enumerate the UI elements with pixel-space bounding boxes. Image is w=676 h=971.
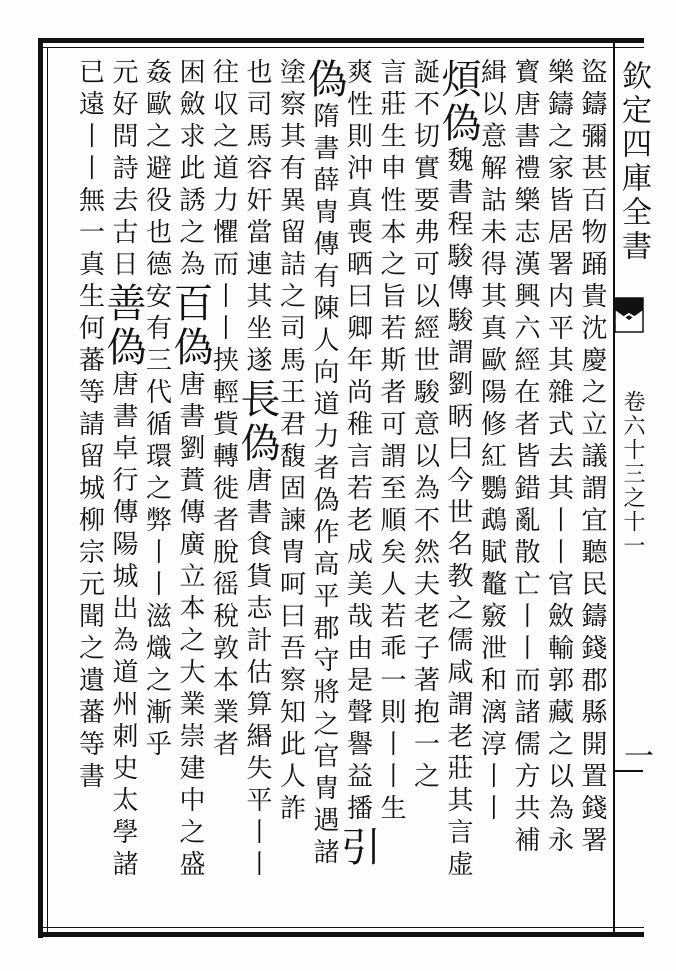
text-column bbox=[301, 58, 347, 870]
column-text: 言莊生申性本之旨若斯者可謂至順矣人若乖一則丨丨生 bbox=[376, 58, 406, 826]
column-text: 魏書程駿傳駿謂劉昞曰今世名教之儒咸謂老莊其言虚 bbox=[443, 146, 473, 882]
text-column bbox=[72, 58, 108, 794]
column-text: 也司馬容奸當連其坐遂 bbox=[242, 58, 272, 378]
column-text: 姦歐之避役也 bbox=[141, 58, 172, 250]
column-text: 塗察其有異留詰之司馬王君馥固諫冑呵曰吾察知此人詐 bbox=[275, 58, 306, 826]
margin-page-number: 一 bbox=[618, 740, 653, 770]
fish-tail-mark-icon bbox=[614, 296, 644, 334]
entry-heading: 引 bbox=[334, 826, 381, 870]
text-column bbox=[234, 58, 280, 882]
frame-bottom-rule bbox=[40, 932, 644, 937]
text-column bbox=[206, 58, 242, 762]
column-text: 寳唐書禮樂志漢興六經在者皆錯亂散亡丨丨而諸儒方共補 bbox=[510, 58, 540, 858]
frame-left-rule bbox=[38, 38, 43, 938]
entry-heading: 偽 bbox=[301, 58, 347, 102]
text-column bbox=[474, 58, 510, 826]
frame-top-rule bbox=[40, 38, 644, 43]
column-text: 困斂求此誘之為 bbox=[175, 58, 205, 282]
column-text: 緝以意解詁未得其真歐陽修紅鸚鵡賦鼇竅泄和漓淳丨丨 bbox=[476, 58, 507, 826]
text-column bbox=[574, 58, 610, 858]
margin-book-title: 欽定四庫全書 bbox=[616, 60, 651, 264]
column-text: 元好問詩去古日 bbox=[108, 58, 138, 282]
column-text: 唐書食貨志計估算緡失平丨丨 bbox=[242, 466, 272, 882]
frame-left-inner-rule bbox=[47, 47, 48, 932]
column-text: 已遠丨丨無一真 bbox=[74, 58, 105, 282]
column-text: 隋書薛冑傳有陳人向道力者偽作高平郡守將之官冑遇諸 bbox=[309, 102, 339, 870]
column-text: 盜鑄彌甚百物踊貴沈慶之立議謂宜聽民鑄錢郡縣開置錢署 bbox=[577, 58, 607, 858]
column-text: 德安有三代循環之弊丨丨滋熾之漸乎 bbox=[141, 250, 172, 762]
text-column bbox=[139, 58, 175, 762]
entry-heading: 百偽 bbox=[167, 282, 213, 370]
frame-top-inner-rule bbox=[40, 47, 644, 48]
entry-heading: 長偽 bbox=[234, 378, 280, 466]
text-column bbox=[507, 58, 543, 858]
text-column bbox=[167, 58, 213, 882]
text-column bbox=[100, 58, 146, 882]
margin-juan-number: 卷六十三之十一 bbox=[620, 390, 645, 558]
text-column bbox=[334, 58, 381, 870]
column-text: 唐書劉蕡傳廣立本之大業崇建中之盛 bbox=[175, 370, 205, 882]
text-column bbox=[541, 58, 577, 858]
margin-tick-rule bbox=[615, 770, 643, 772]
margin-divider-rule bbox=[613, 40, 615, 935]
text-column bbox=[435, 58, 481, 882]
entry-heading: 善偽 bbox=[100, 282, 146, 370]
column-text: 挟輕貲轉徙者脫徭稅敦本業者 bbox=[208, 346, 239, 762]
text-column bbox=[407, 58, 443, 794]
column-text: 唐書卓行傳陽城出為道州刺史太學諸 bbox=[108, 370, 138, 882]
column-text: 生何蕃等請留城柳宗元聞之遺蕃等書 bbox=[74, 282, 105, 794]
column-text: 爽性則沖真喪晒曰卿年尚稚言若老成美哉由是聲譽益播 bbox=[342, 58, 373, 826]
text-column bbox=[373, 58, 409, 826]
entry-heading: 煩偽 bbox=[435, 58, 481, 146]
frame-bottom-inner-rule bbox=[40, 927, 644, 928]
column-text: 往収之道力懼而丨丨 bbox=[208, 58, 239, 346]
column-text: 樂鑄之家皆居署内平其雜式去其丨丨官斂輸郭藏之以為永 bbox=[543, 58, 574, 858]
column-text: 誕不切實要弗可以經世駿意以為不然夫老子著抱一之 bbox=[409, 58, 440, 794]
